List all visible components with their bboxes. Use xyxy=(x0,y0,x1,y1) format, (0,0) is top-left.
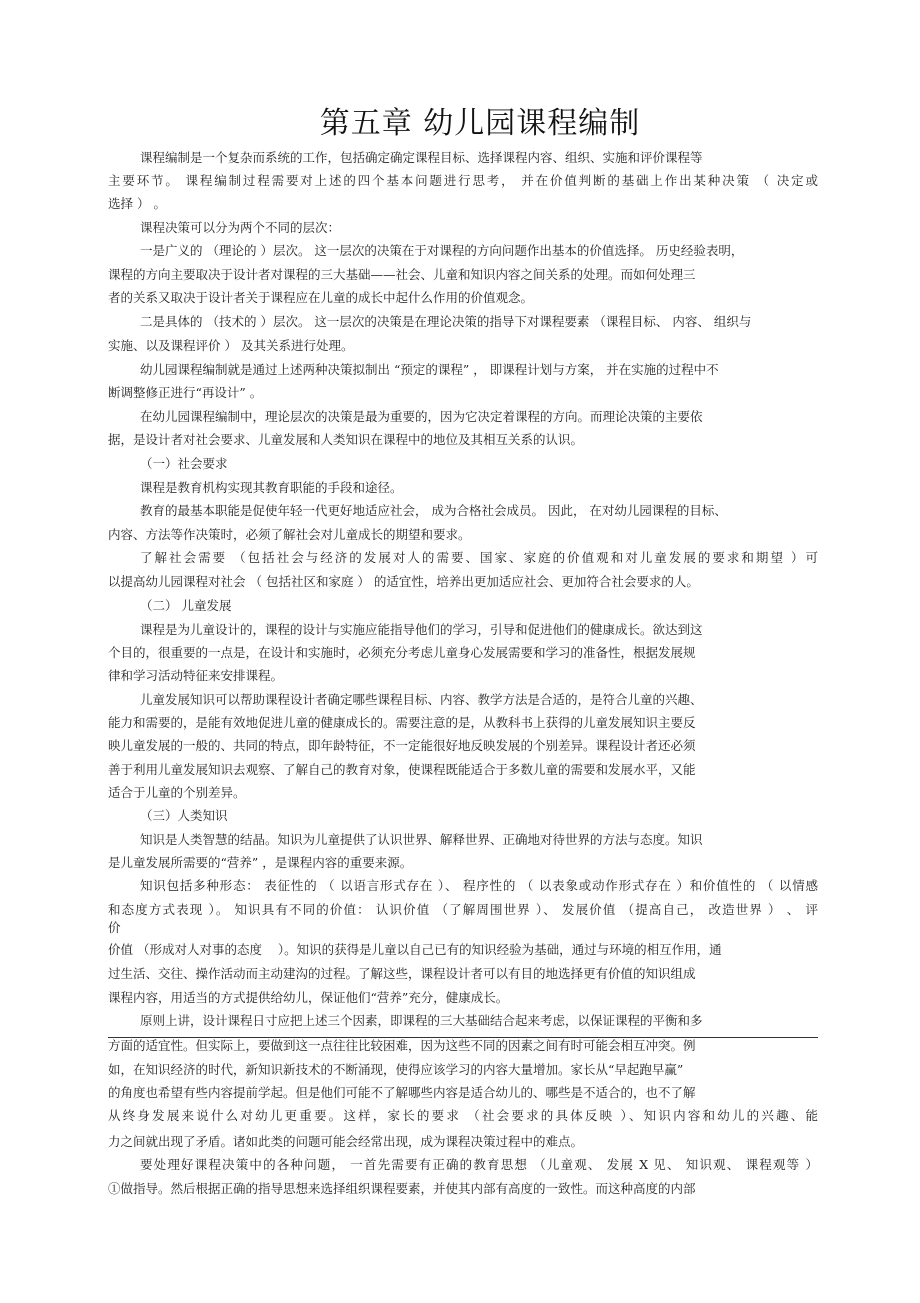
text-line: 幼儿园课程编制就是通过上述两种决策拟制出 “预定的课程” ， 即课程计划与方案， 并在实施的过程中不 xyxy=(140,362,719,377)
text-line: 选择 ） 。 xyxy=(108,196,166,211)
text-line: 知识包括多种形态： 表征性的 （ 以语言形式存在 ）、 程序性的 （ 以表象或动作形式存在 ）和价值性的 （ 以情感 xyxy=(140,878,818,893)
text-line: 断调整修正进行“再设计” 。 xyxy=(108,385,263,400)
text-line: ①做指导。然后根据正确的指导思想来选择组织课程要素，并使其内部有高度的一致性。而这种高度的内部 xyxy=(108,1181,696,1196)
text-line: 儿童发展知识可以帮助课程设计者确定哪些课程目标、内容、教学方法是合适的，是符合儿童的兴趣、 xyxy=(140,692,703,707)
text-line: 课程是为儿童设计的，课程的设计与实施应能指导他们的学习，引导和促进他们的健康成长。欲达到这 xyxy=(140,622,703,637)
text-line: 二是具体的 （技术的 ）层次。 这一层次的决策是在理论决策的指导下对课程要素 （课程目标、 内容、 组织与 xyxy=(140,314,752,329)
text-line: 课程决策可以分为两个不同的层次： xyxy=(140,220,341,235)
text-line: 据，是设计者对社会要求、儿童发展和人类知识在课程中的地位及其相互关系的认识。 xyxy=(108,432,584,447)
text-line: 要处理好课程决策中的各种问题， 一首先需要有正确的教育思想 （儿童观、 发展 X 见、 知识观、 课程观等 ） xyxy=(140,1157,818,1172)
text-line: 价值 （形成对人对事的态度 ）。知识的获得是儿童以自己已有的知识经验为基础，通过与环境的相互作用，通 xyxy=(108,942,722,957)
text-line: 教育的最基本职能是促使年轻一代更好地适应社会， 成为合格社会成员。 因此， 在对幼儿园课程的目标、 xyxy=(140,503,727,518)
text-line: 者的关系又取决于设计者关于课程应在儿童的成长中起什么作用的价值观念。 xyxy=(108,290,534,305)
text-line: 力之间就出现了矛盾。诸如此类的问题可能会经常出现，成为课程决策过程中的难点。 xyxy=(108,1134,584,1149)
text-line: 和态度方式表现 ）。 知识具有不同的价值： 认识价值 （了解周围世界 ）、 发展价值 （提高自己， 改造世界 ） 、 评 xyxy=(108,902,818,917)
text-line: 如，在知识经济的时代，新知识新技术的不断涌现，使得应该学习的内容大量增加。家长从“早起跑早赢” xyxy=(108,1062,684,1077)
section-heading: （一）社会要求 xyxy=(140,456,228,471)
text-line: 能力和需要的，是能有效地促进儿童的健康成长的。需要注意的是，从教科书上获得的儿童发展知识主要反 xyxy=(108,715,696,730)
text-line: 在幼儿园课程编制中，理论层次的决策是最为重要的，因为它决定着课程的方向。而理论决策的主要依 xyxy=(140,409,703,424)
text-line: 是儿童发展所需要的“营养” ，是课程内容的重要来源。 xyxy=(108,855,413,870)
text-line: 律和学习活动特征来安排课程。 xyxy=(108,668,284,683)
text-line: 映儿童发展的一般的、共同的特点，即年龄特征，不一定能很好地反映发展的个别差异。课程设计者还必须 xyxy=(108,738,696,753)
text-line: 课程是教育机构实现其教育职能的手段和途径。 xyxy=(140,480,403,495)
text-line: 个目的，很重要的一点是，在设计和实施时，必须充分考虑儿童身心发展需要和学习的准备性，根据发展规 xyxy=(108,645,696,660)
text-line: 适合于儿童的个别差异。 xyxy=(108,785,246,800)
section-heading: （二） 儿童发展 xyxy=(140,598,232,613)
section-heading: （三）人类知识 xyxy=(140,808,228,823)
text-line: 价 xyxy=(108,920,121,935)
text-line: 过生活、交往、操作活动而主动建沟的过程。了解这些，课程设计者可以有目的地选择更有价值的知识组成 xyxy=(108,966,696,981)
text-line: 内容、方法等作决策时，必须了解社会对儿童成长的期望和要求。 xyxy=(108,527,471,542)
text-line: 了解社会需要 （包括社会与经济的发展对人的需要、国家、家庭的价值观和对儿童发展的要求和期望 ）可 xyxy=(140,550,818,565)
text-line: 方面的适宜性。但实际上，要做到这一点往往比较困难，因为这些不同的因素之间有时可能会相互冲突。例 xyxy=(108,1038,696,1053)
text-line: 一是广义的 （理论的 ）层次。 这一层次的决策在于对课程的方向问题作出基本的价值选择。 历史经验表明， xyxy=(140,243,744,258)
text-line: 原则上讲，设计课程日寸应把上述三个因素，即课程的三大基础结合起来考虑，以保证课程的平衡和多 xyxy=(140,1013,703,1028)
text-line: 知识是人类智慧的结晶。知识为儿童提供了认识世界、解释世界、正确地对待世界的方法与态度。知识 xyxy=(140,832,703,847)
chapter-title: 第五章 幼儿园课程编制 xyxy=(319,106,641,141)
text-line: 课程内容，用适当的方式提供给幼儿，保证他们“营养”充分，健康成长。 xyxy=(108,990,509,1005)
text-line: 课程的方向主要取决于设计者对课程的三大基础——社会、儿童和知识内容之间关系的处理。而如何处理三 xyxy=(108,267,696,282)
text-line: 主要环节。 课程编制过程需要对上述的四个基本问题进行思考， 并在价值判断的基础上作出某种决策 （ 决定或 xyxy=(108,173,818,188)
text-line: 善于利用儿童发展知识去观察、了解自己的教育对象，使课程既能适合于多数儿童的需要和发展水平，又能 xyxy=(108,762,696,777)
text-line: 以提高幼儿园课程对社会 （ 包括社区和家庭 ） 的适宜性，培养出更加适应社会、更加符合社会要求的人。 xyxy=(108,574,699,589)
text-line: 的角度也希望有些内容提前学起。但是他们可能不了解哪些内容是适合幼儿的、哪些是不适合的，也不了解 xyxy=(108,1085,696,1100)
text-line: 从终身发展来说什么对幼儿更重要。这样，家长的要求 （社会要求的具体反映 ）、知识内容和幼儿的兴趣、能 xyxy=(108,1108,818,1123)
text-line: 课程编制是一个复杂而系统的工作，包括确定确定课程目标、选择课程内容、组织、实施和评价课程等 xyxy=(140,150,703,165)
text-line: 实施、以及课程评价 ） 及其关系进行处理。 xyxy=(108,338,354,353)
